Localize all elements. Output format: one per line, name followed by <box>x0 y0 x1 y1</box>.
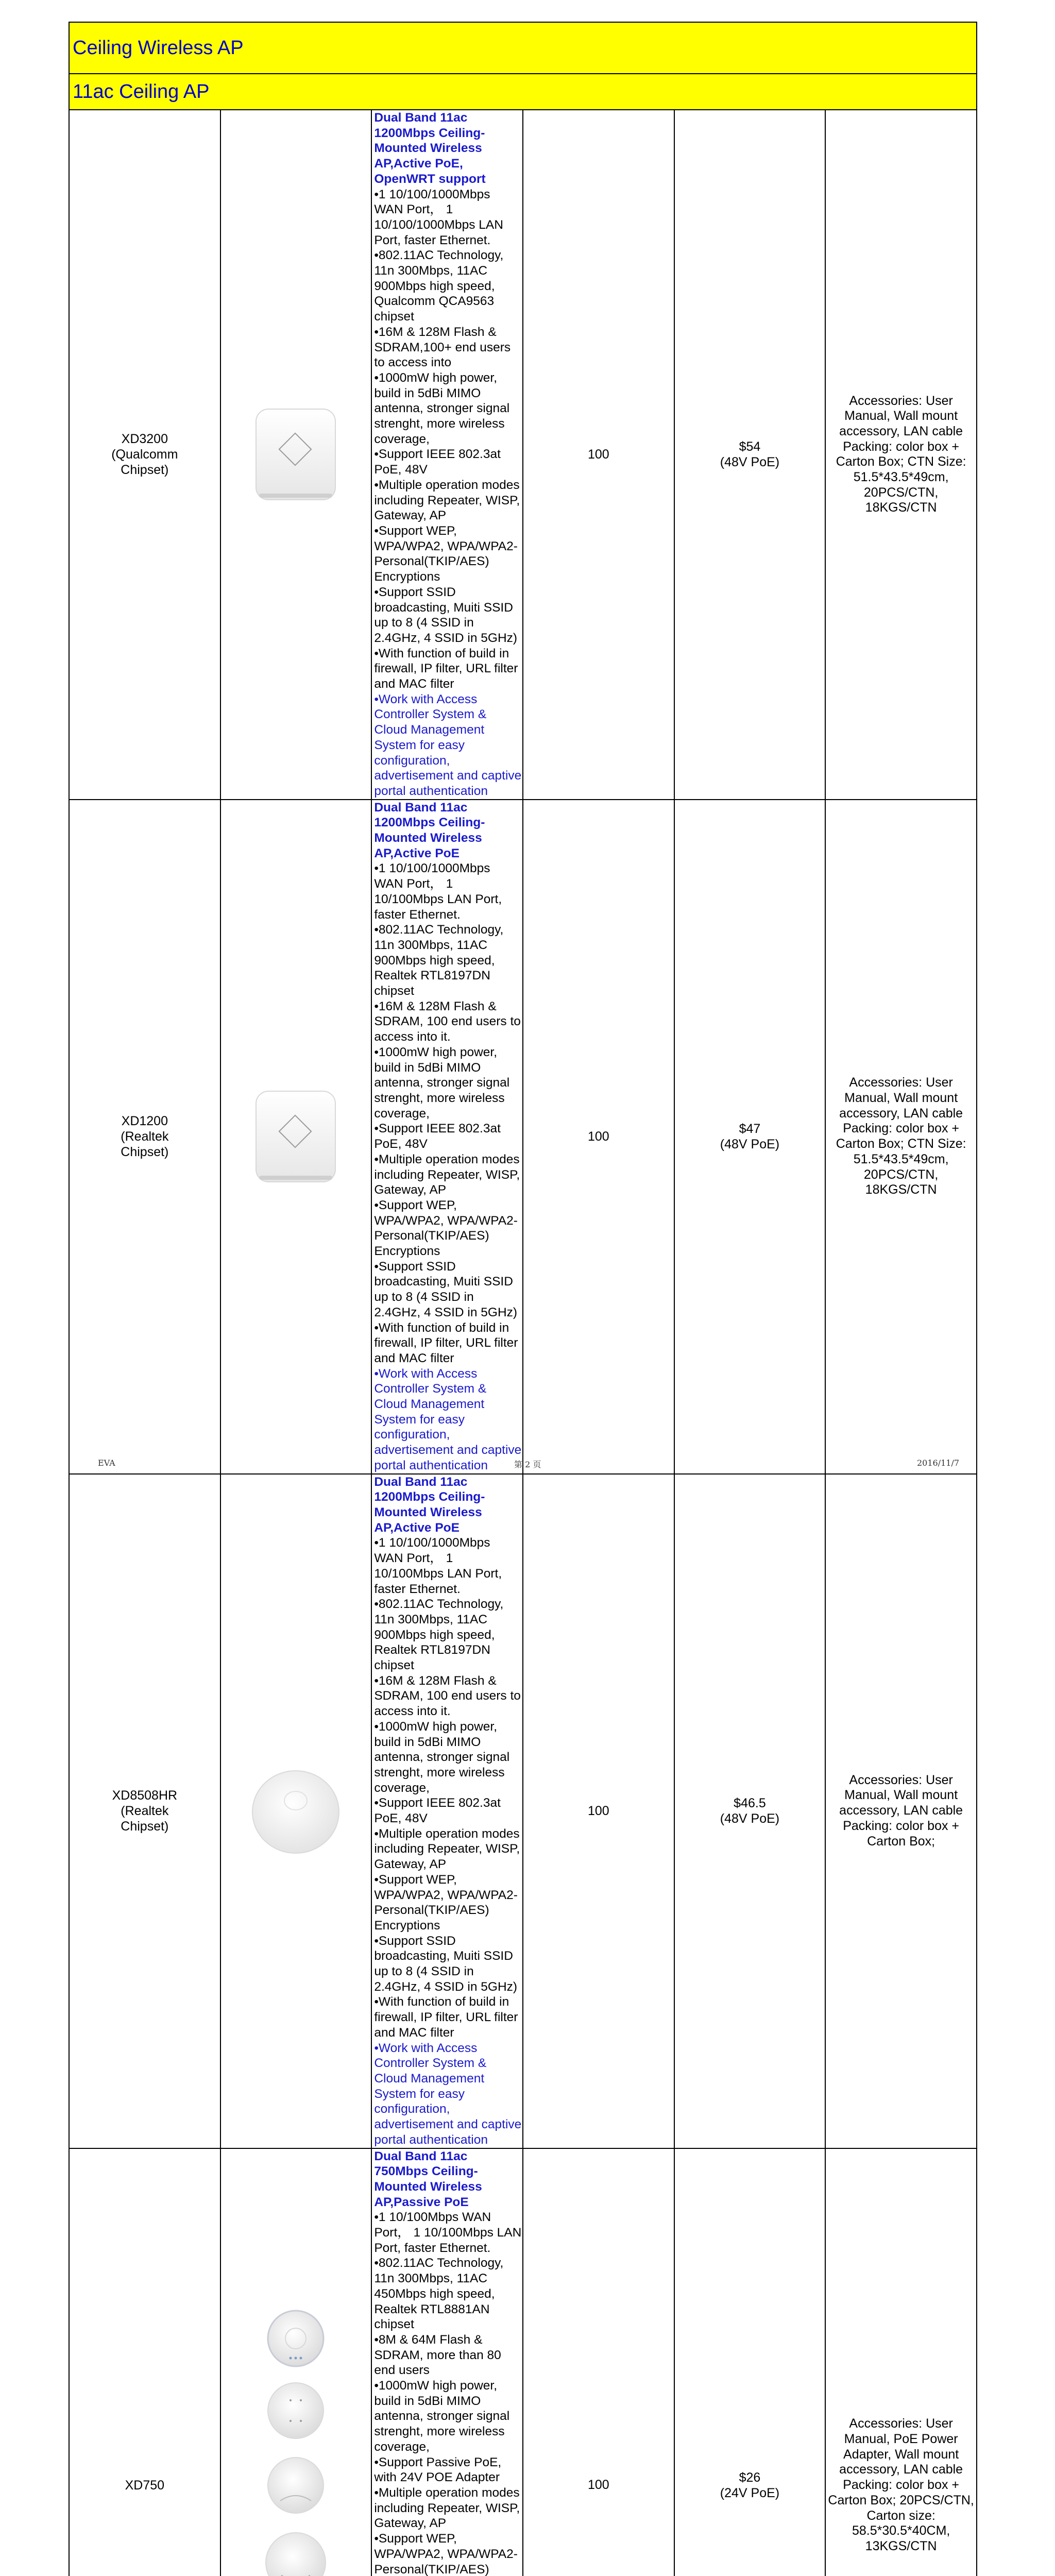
description-highlight-line: •Work with Access Controller System & Cloud Management System for easy configuration, advertisement and captive portal authentication <box>374 1366 522 1472</box>
description-line: •Support IEEE 802.3at PoE, 48V <box>374 1796 501 1826</box>
price-note: (48V PoE) <box>720 1811 780 1826</box>
description-line: •Multiple operation modes including Repeater, WISP, Gateway, AP <box>374 478 520 523</box>
model-name: XD8508HR <box>112 1788 178 1803</box>
price-note: (48V PoE) <box>720 1137 780 1152</box>
model-chipset: Chipset) <box>121 1819 169 1834</box>
model-cell <box>69 800 220 1474</box>
four-round-ap-cases-icon <box>221 2308 371 2576</box>
description-line: •Support SSID broadcasting, Muiti SSID up to 8 (4 SSID in 2.4GHz, 4 SSID in 5GHz) <box>374 585 518 645</box>
description-line: •Support WEP, WPA/WPA2, WPA/WPA2-Personal(TKIP/AES) Encryptions <box>374 1198 518 1259</box>
packing-cell: Accessories: User Manual, Wall mount accessory, LAN cable Packing: color box + Carton Box; CTN Size: 51.5*43.5*49cm, 20PCS/CTN, 18KGS/CTN <box>825 800 977 1474</box>
model-name: XD750 <box>125 2478 165 2493</box>
packing-cell: Accessories: User Manual, Wall mount accessory, LAN cable Packing: color box + Carton Box; CTN Size: 51.5*43.5*49cm, 20PCS/CTN, 18KGS/CTN <box>825 110 977 800</box>
price-cell <box>674 1474 826 2148</box>
subsection-title: 11ac Ceiling AP <box>69 74 977 110</box>
round-ceiling-ap-icon <box>221 1765 371 1857</box>
subsection-header-row <box>69 74 977 110</box>
model-chipset: (Realtek <box>121 1804 169 1819</box>
table-row <box>69 110 977 800</box>
model-chipset: Chipset) <box>121 1145 169 1160</box>
product-table <box>69 22 977 2576</box>
model-chipset: (Qualcomm <box>111 447 178 462</box>
moq-cell: 100 <box>523 800 674 1474</box>
description-line: •1000mW high power, build in 5dBi MIMO antenna, stronger signal strenght, more wireless coverage, <box>374 370 510 446</box>
description-line: •With function of build in firewall, IP filter, URL filter and MAC filter <box>374 1320 518 1365</box>
price-note: (24V PoE) <box>720 2485 780 2500</box>
price-value: $46.5 <box>734 1796 766 1811</box>
description-line: •1 10/100/1000Mbps WAN Port， 1 10/100/1000Mbps LAN Port, faster Ethernet. <box>374 187 503 247</box>
description-line: •802.11AC Technology, 11n 300Mbps, 11AC 900Mbps high speed, Realtek RTL8197DN chipset <box>374 923 504 998</box>
footer-author: EVA <box>98 1458 115 1468</box>
description-title: Dual Band 11ac 1200Mbps Ceiling-Mounted Wireless AP,Active PoE <box>374 1475 485 1535</box>
model-name: XD1200 <box>121 1114 168 1129</box>
description-cell <box>371 110 523 800</box>
section-header-row <box>69 22 977 74</box>
description-line: •Support Passive PoE, with 24V POE Adapter <box>374 2455 502 2485</box>
description-line: •Support SSID broadcasting, Muiti SSID up to 8 (4 SSID in 2.4GHz, 4 SSID in 5GHz) <box>374 1259 518 1319</box>
moq-cell: 100 <box>523 110 674 800</box>
moq-cell: 100 <box>523 2148 674 2576</box>
packing-cell: Accessories: User Manual, Wall mount accessory, LAN cable Packing: color box + Carton Box; <box>825 1474 977 2148</box>
image-cell <box>220 2148 372 2576</box>
description-line: •Support IEEE 802.3at PoE, 48V <box>374 447 501 477</box>
description-line: •1 10/100/1000Mbps WAN Port， 1 10/100Mbps LAN Port, faster Ethernet. <box>374 1536 502 1596</box>
price-value: $54 <box>739 439 761 454</box>
description-line: •1000mW high power, build in 5dBi MIMO antenna, stronger signal strenght, more wireless coverage, <box>374 1719 510 1795</box>
description-line: •16M & 128M Flash & SDRAM, 100 end users to access into it. <box>374 1673 521 1719</box>
description-title: Dual Band 11ac 1200Mbps Ceiling-Mounted Wireless AP,Active PoE <box>374 800 485 860</box>
table-row <box>69 2148 977 2576</box>
section-title: Ceiling Wireless AP <box>69 22 977 74</box>
description-highlight-line: •Work with Access Controller System & Cloud Management System for easy configuration, advertisement and captive portal authentication <box>374 2041 522 2147</box>
description-line: •802.11AC Technology, 11n 300Mbps, 11AC 900Mbps high speed, Realtek RTL8197DN chipset <box>374 1597 504 1673</box>
description-line: •Support WEP, WPA/WPA2, WPA/WPA2-Personal(TKIP/AES) Encryptions <box>374 523 518 584</box>
price-value: $47 <box>739 1122 761 1137</box>
description-cell <box>371 1474 523 2148</box>
price-value: $26 <box>739 2470 761 2485</box>
description-line: •With function of build in firewall, IP filter, URL filter and MAC filter <box>374 646 518 691</box>
price-cell <box>674 110 826 800</box>
description-title: Dual Band 11ac 750Mbps Ceiling-Mounted Wireless AP,Passive PoE <box>374 2149 482 2209</box>
description-line: •802.11AC Technology, 11n 300Mbps, 11AC 900Mbps high speed, Qualcomm QCA9563 chipset <box>374 248 504 324</box>
price-cell <box>674 2148 826 2576</box>
model-cell <box>69 110 220 800</box>
table-row <box>69 800 977 1474</box>
description-cell <box>371 2148 523 2576</box>
description-line: •Support SSID broadcasting, Muiti SSID up to 8 (4 SSID in 2.4GHz, 4 SSID in 5GHz) <box>374 1934 518 1994</box>
model-chipset: (Realtek <box>121 1129 169 1144</box>
image-cell <box>220 800 372 1474</box>
price-note: (48V PoE) <box>720 455 780 470</box>
description-line: •16M & 128M Flash & SDRAM, 100 end users to access into it. <box>374 999 521 1044</box>
description-highlight-line: •Work with Access Controller System & Cloud Management System for easy configuration, advertisement and captive portal authentication <box>374 692 522 798</box>
square-ceiling-ap-icon <box>221 403 371 506</box>
model-chipset: Chipset) <box>121 463 169 478</box>
description-line: •Support IEEE 802.3at PoE, 48V <box>374 1122 501 1151</box>
footer-page-number: 第 2 页 <box>514 1460 541 1469</box>
description-line: •Multiple operation modes including Repeater, WISP, Gateway, AP <box>374 1826 520 1872</box>
square-ceiling-ap-icon <box>221 1085 371 1188</box>
description-line: •1000mW high power, build in 5dBi MIMO antenna, stronger signal strenght, more wireless coverage, <box>374 1045 510 1121</box>
description-line: •Support WEP, WPA/WPA2, WPA/WPA2-Personal(TKIP/AES) Encryptions <box>374 1872 518 1933</box>
description-line: •802.11AC Technology, 11n 300Mbps, 11AC 450Mbps high speed, Realtek RTL8881AN chipset <box>374 2256 504 2332</box>
description-cell <box>371 800 523 1474</box>
model-cell <box>69 2148 220 2576</box>
image-cell <box>220 1474 372 2148</box>
description-line: •Multiple operation modes including Repeater, WISP, Gateway, AP <box>374 1152 520 1197</box>
model-cell <box>69 1474 220 2148</box>
description-line: •1 10/100Mbps WAN Port， 1 10/100Mbps LAN Port, faster Ethernet. <box>374 2210 522 2255</box>
description-line: •Multiple operation modes including Repeater, WISP, Gateway, AP <box>374 2485 520 2531</box>
model-name: XD3200 <box>121 432 168 447</box>
footer-date: 2016/11/7 <box>917 1458 960 1468</box>
moq-cell: 100 <box>523 1474 674 2148</box>
price-cell <box>674 800 826 1474</box>
description-line: •1000mW high power, build in 5dBi MIMO antenna, stronger signal strenght, more wireless coverage, <box>374 2379 510 2454</box>
table-row <box>69 1474 977 2148</box>
description-title: Dual Band 11ac 1200Mbps Ceiling-Mounted Wireless AP,Active PoE, OpenWRT support <box>374 111 486 186</box>
description-line: •1 10/100/1000Mbps WAN Port， 1 10/100Mbps LAN Port, faster Ethernet. <box>374 861 502 922</box>
description-line: •16M & 128M Flash & SDRAM,100+ end users to access into <box>374 325 511 370</box>
description-line: •With function of build in firewall, IP filter, URL filter and MAC filter <box>374 1995 518 2040</box>
packing-cell: Accessories: User Manual, PoE Power Adapter, Wall mount accessory, LAN cable Packing: color box + Carton Box; 20PCS/CTN, Carton size: 58.5*30.5*40CM, 13KGS/CTN <box>825 2148 977 2576</box>
description-line: •Support WEP, WPA/WPA2, WPA/WPA2-Personal(TKIP/AES) <box>374 2532 518 2576</box>
description-line: •8M & 64M Flash & SDRAM, more than 80 end users <box>374 2332 501 2378</box>
image-cell <box>220 110 372 800</box>
